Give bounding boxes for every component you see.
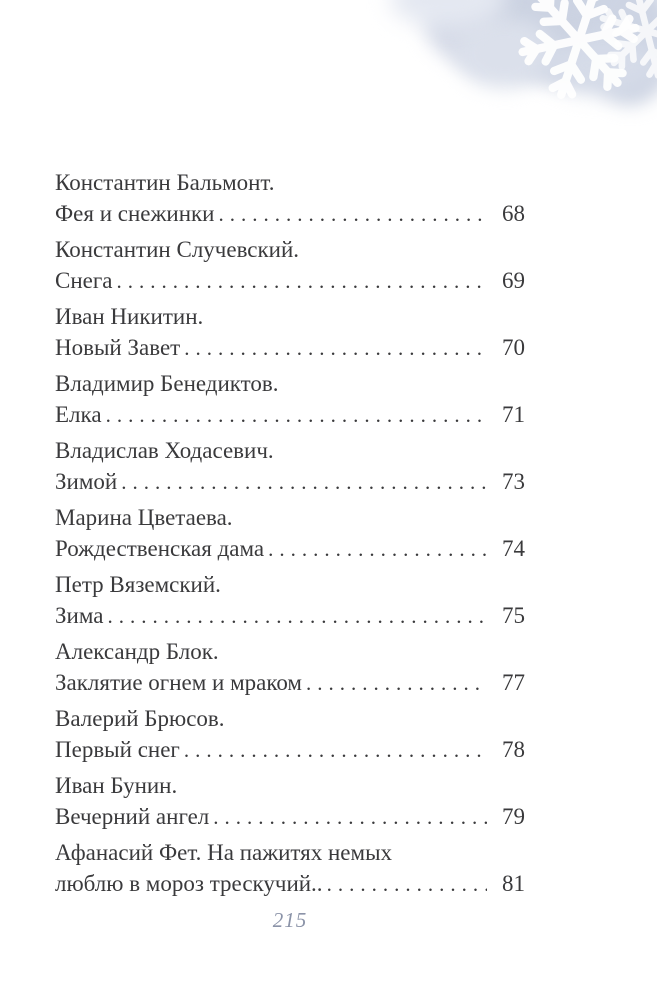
toc-entry-author: Владимир Бенедиктов.	[55, 371, 279, 396]
dot-leader	[327, 868, 487, 900]
toc-entry-row	[55, 332, 525, 364]
watercolor-blob	[490, 0, 650, 85]
toc-entry-row	[55, 466, 525, 498]
toc-entry	[55, 368, 525, 431]
toc-page-number: 69	[502, 268, 525, 293]
toc-entry-title: Вечерний ангел	[55, 804, 210, 829]
toc-entry-title: Первый снег	[55, 737, 180, 762]
dot-leader	[117, 265, 488, 297]
toc-entry-row	[55, 265, 525, 297]
toc-entry-title: Заклятие огнем и мраком	[55, 670, 302, 695]
toc-entry	[55, 167, 525, 230]
toc-entry-title: Фея и снежинки	[55, 201, 215, 226]
toc-entry	[55, 569, 525, 632]
toc-entry-title: Снега	[55, 268, 113, 293]
toc-entry	[55, 301, 525, 364]
dot-leader	[121, 466, 487, 498]
watercolor-blob	[585, 0, 657, 105]
toc-entry	[55, 703, 525, 766]
toc-entry	[55, 770, 525, 833]
dot-leader	[268, 533, 487, 565]
watercolor-header-decoration	[0, 0, 657, 135]
dot-leader	[213, 801, 487, 833]
toc-entry-title: Новый Завет	[55, 335, 181, 360]
toc-entry-title: Елка	[55, 402, 102, 427]
toc-entry-author: Петр Вяземский.	[55, 572, 221, 597]
toc-page-number: 81	[502, 871, 525, 896]
toc-entry	[55, 502, 525, 565]
toc-page-number: 75	[502, 603, 525, 628]
toc-entry-author: Валерий Брюсов.	[55, 706, 225, 731]
toc-entry-row	[55, 600, 525, 632]
toc-entry-row	[55, 667, 525, 699]
watercolor-blob	[390, 0, 505, 27]
toc-page-number: 77	[502, 670, 525, 695]
toc-entry-row	[55, 198, 525, 230]
dot-leader	[306, 667, 487, 699]
dot-leader	[106, 399, 487, 431]
toc-entry-author: Иван Бунин.	[55, 773, 178, 798]
toc-entry-row	[55, 399, 525, 431]
dot-leader	[184, 332, 487, 364]
toc-entry-title: Зима	[55, 603, 104, 628]
toc-page-number: 78	[502, 737, 525, 762]
dot-leader	[107, 600, 487, 632]
toc-page-number: 73	[502, 469, 525, 494]
toc-entry	[55, 636, 525, 699]
toc-entry-title: люблю в мороз трескучий..	[55, 871, 323, 896]
toc-entry-author: Константин Случевский.	[55, 237, 300, 262]
toc-entry-row	[55, 801, 525, 833]
toc-entry-author: Афанасий Фет. На пажитях немых	[55, 840, 393, 865]
toc-entry-row	[55, 734, 525, 766]
toc-entry	[55, 837, 525, 900]
folio-page-number: 215	[272, 908, 308, 932]
toc-entry	[55, 234, 525, 297]
watercolor-blob	[545, 38, 657, 93]
toc-page-number: 70	[502, 335, 525, 360]
watercolor-blob	[425, 0, 545, 67]
toc-entry-row	[55, 533, 525, 565]
snowflake-icon	[498, 0, 657, 121]
dot-leader	[184, 734, 487, 766]
toc-page-number: 71	[502, 402, 525, 427]
toc-entry-author: Александр Блок.	[55, 639, 219, 664]
toc-entry-author: Владислав Ходасевич.	[55, 438, 274, 463]
snowflake-icon	[585, 0, 657, 93]
toc-entry	[55, 435, 525, 498]
toc-page-number: 79	[502, 804, 525, 829]
watercolor-blob	[455, 18, 555, 88]
toc-page-number: 74	[502, 536, 525, 561]
toc-entry-author: Константин Бальмонт.	[55, 170, 275, 195]
table-of-contents	[55, 167, 525, 904]
toc-entry-title: Зимой	[55, 469, 118, 494]
toc-entry-title: Рождественская дама	[55, 536, 265, 561]
toc-entry-author: Марина Цветаева.	[55, 505, 233, 530]
toc-entry-row	[55, 868, 525, 900]
dot-leader	[218, 198, 487, 230]
toc-page-number: 68	[502, 201, 525, 226]
toc-entry-author: Иван Никитин.	[55, 304, 204, 329]
